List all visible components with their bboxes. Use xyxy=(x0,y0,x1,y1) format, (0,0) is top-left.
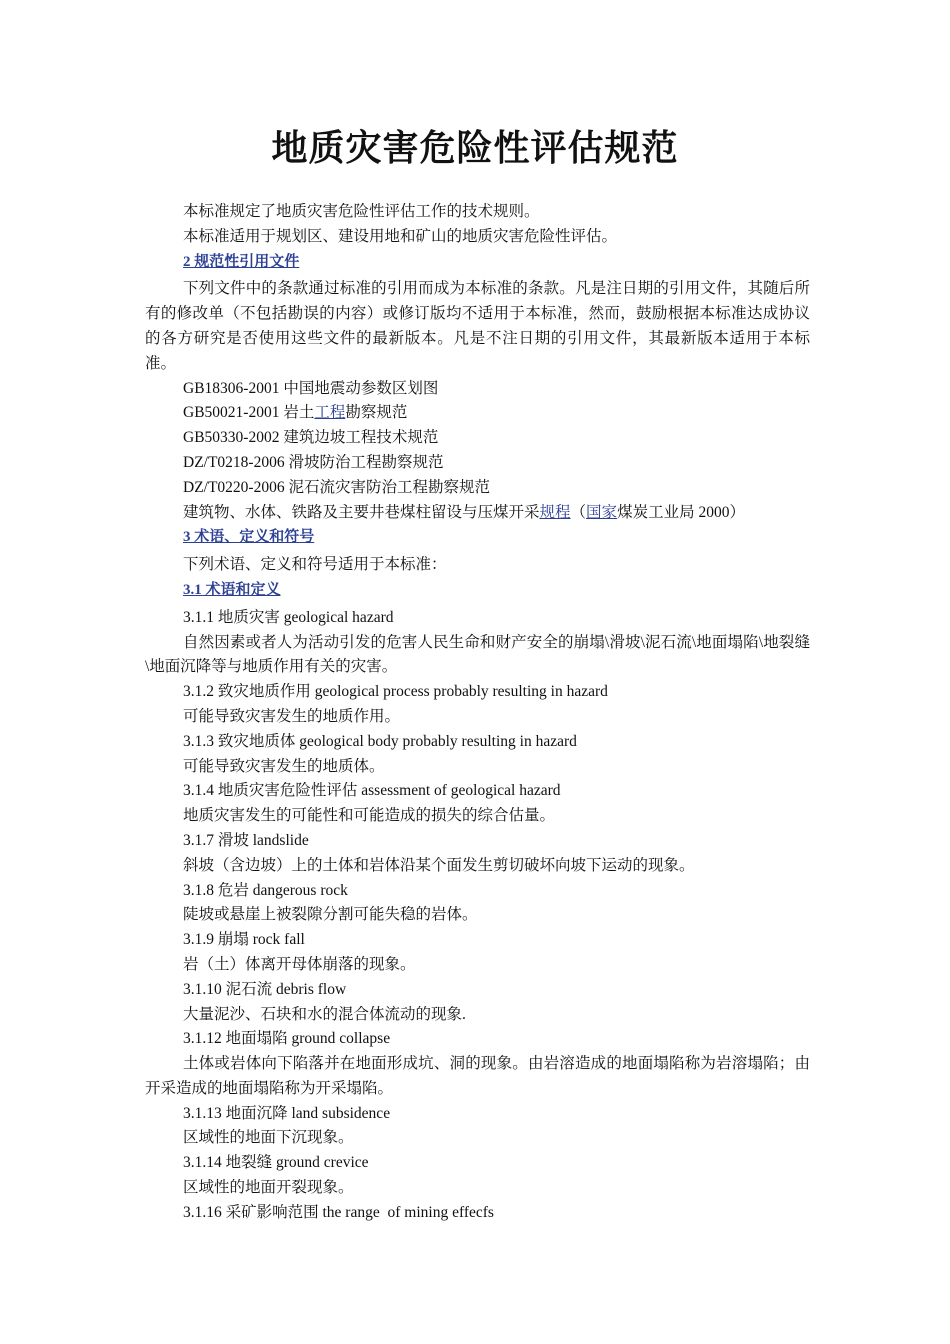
gongcheng-link[interactable]: 工程 xyxy=(314,404,346,422)
term-title: 3.1.9 崩塌 rock fall xyxy=(183,931,305,949)
guojia-link[interactable]: 国家 xyxy=(586,503,618,521)
section-2-text: 下列文件中的条款通过标准的引用而成为本标准的条款。凡是注日期的引用文件，其随后所有的修改单（不包括勘误的内容）或修订版均不适用于本标准，然而，鼓励根据本标准达成协议的各方研究是否使用这些文件的最新版本。凡是不注日期的引用文件，其最新版本适用于本标准。 xyxy=(145,280,810,372)
reference-item xyxy=(145,501,810,526)
document-body xyxy=(145,200,810,1226)
term-title: 3.1.8 危岩 dangerous rock xyxy=(183,881,348,899)
term-title: 3.1.10 泥石流 debris flow xyxy=(183,980,347,998)
reference-item: DZ/T0220-2006 泥石流灾害防治工程勘察规范 xyxy=(183,478,490,496)
section-3-intro: 下列术语、定义和符号适用于本标准： xyxy=(183,556,447,574)
term-definition: 斜坡（含边坡）上的土体和岩体沿某个面发生剪切破坏向坡下运动的现象。 xyxy=(183,856,695,874)
term-title: 3.1.16 采矿影响范围 the range of mining effecfs xyxy=(183,1203,494,1221)
term-definition: 自然因素或者人为活动引发的危害人民生命和财产安全的崩塌\滑坡\泥石流\地面塌陷\地裂缝\地面沉降等与地质作用有关的灾害。 xyxy=(145,633,810,676)
document-title: 地质灾害危险性评估规范 xyxy=(271,128,679,169)
guicheng-link[interactable]: 规程 xyxy=(539,503,571,521)
term-title: 3.1.7 滑坡 landslide xyxy=(183,831,309,849)
reference-item xyxy=(145,401,810,426)
term-definition: 地质灾害发生的可能性和可能造成的损失的综合估量。 xyxy=(183,807,556,825)
term-title: 3.1.13 地面沉降 land subsidence xyxy=(183,1104,391,1122)
reference-text: 建筑物、水体、铁路及主要井巷煤柱留设与压煤开采 xyxy=(183,503,540,521)
scope-paragraph-2: 本标准适用于规划区、建设用地和矿山的地质灾害危险性评估。 xyxy=(183,227,618,245)
reference-item: DZ/T0218-2006 滑坡防治工程勘察规范 xyxy=(183,453,444,471)
term-title: 3.1.12 地面塌陷 ground collapse xyxy=(183,1030,391,1048)
term-definition: 可能导致灾害发生的地质作用。 xyxy=(183,707,401,725)
reference-text: 勘察规范 xyxy=(345,404,408,422)
term-definition: 大量泥沙、石块和水的混合体流动的现象. xyxy=(183,1005,466,1023)
terms-list xyxy=(145,606,810,1226)
term-title: 3.1.2 致灾地质作用 geological process probably resulting in hazard xyxy=(183,683,608,701)
reference-text: （ xyxy=(570,503,587,521)
term-definition: 岩（土）体离开母体崩落的现象。 xyxy=(183,955,416,973)
term-title: 3.1.14 地裂缝 ground crevice xyxy=(183,1154,369,1172)
reference-text: GB50021-2001 岩土 xyxy=(183,404,315,422)
section-2-heading-link[interactable]: 2 规范性引用文件 xyxy=(183,253,300,270)
section-3-heading-link[interactable]: 3 术语、定义和符号 xyxy=(183,529,315,546)
reference-item: GB50330-2002 建筑边坡工程技术规范 xyxy=(183,429,439,447)
scope-paragraph-1: 本标准规定了地质灾害危险性评估工作的技术规则。 xyxy=(183,203,540,220)
reference-item: GB18306-2001 中国地震动参数区划图 xyxy=(183,379,439,397)
term-definition: 土体或岩体向下陷落并在地面形成坑、洞的现象。由岩溶造成的地面塌陷称为岩溶塌陷；由开采造成的地面塌陷称为开采塌陷。 xyxy=(145,1055,810,1097)
term-title: 3.1.1 地质灾害 geological hazard xyxy=(183,608,394,626)
term-title: 3.1.3 致灾地质体 geological body probably resulting in hazard xyxy=(183,732,577,750)
term-definition: 陡坡或悬崖上被裂隙分割可能失稳的岩体。 xyxy=(183,906,478,924)
term-definition: 区域性的地面下沉现象。 xyxy=(183,1129,354,1147)
section-3-1-heading-link[interactable]: 3.1 术语和定义 xyxy=(183,581,281,598)
term-definition: 区域性的地面开裂现象。 xyxy=(183,1179,354,1197)
reference-text: 煤炭工业局 2000） xyxy=(617,503,745,521)
term-definition: 可能导致灾害发生的地质体。 xyxy=(183,757,385,775)
term-title: 3.1.4 地质灾害危险性评估 assessment of geological hazard xyxy=(183,782,561,800)
